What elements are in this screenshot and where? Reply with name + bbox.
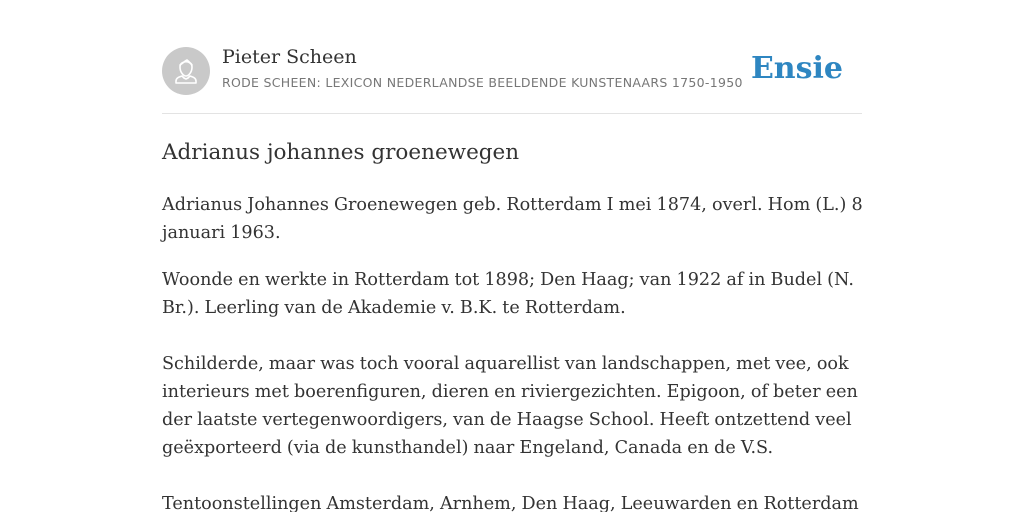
paragraph-birth-death: Adrianus Johannes Groenewegen geb. Rotterdam I mei 1874, overl. Hom (L.) 8 januari 1963. <box>162 195 863 243</box>
user-icon <box>162 47 210 95</box>
brand-logo[interactable]: Ensie <box>750 51 843 86</box>
paragraph-exhibitions: Tentoonstellingen Amsterdam, Arnhem, Den Haag, Leeuwarden en Rotterdam <box>162 494 859 512</box>
article-title: Adrianus johannes groenewegen <box>162 140 520 165</box>
author-name[interactable]: Pieter Scheen <box>222 46 357 68</box>
header-divider <box>162 113 862 114</box>
paragraph-work: Schilderde, maar was toch vooral aquarellist van landschappen, met vee, ook interieurs met boerenfiguren, dieren en riviergezichten. Epigoon, of beter een der laatste vertegenwoordigers, van de Haagse School. Heeft ontzettend veel geëxporteerd (via de kunsthandel) naar Engeland, Canada en de V.S. <box>162 354 858 458</box>
paragraph-residence: Woonde en werkte in Rotterdam tot 1898; Den Haag; van 1922 af in Budel (N. Br.). Leerling van de Akademie v. B.K. te Rotterdam. <box>162 270 854 318</box>
article-body <box>162 138 864 512</box>
article-header <box>162 46 862 96</box>
source-title[interactable]: RODE SCHEEN: LEXICON NEDERLANDSE BEELDENDE KUNSTENAARS 1750-1950 <box>222 75 743 90</box>
author-avatar[interactable] <box>162 47 210 95</box>
